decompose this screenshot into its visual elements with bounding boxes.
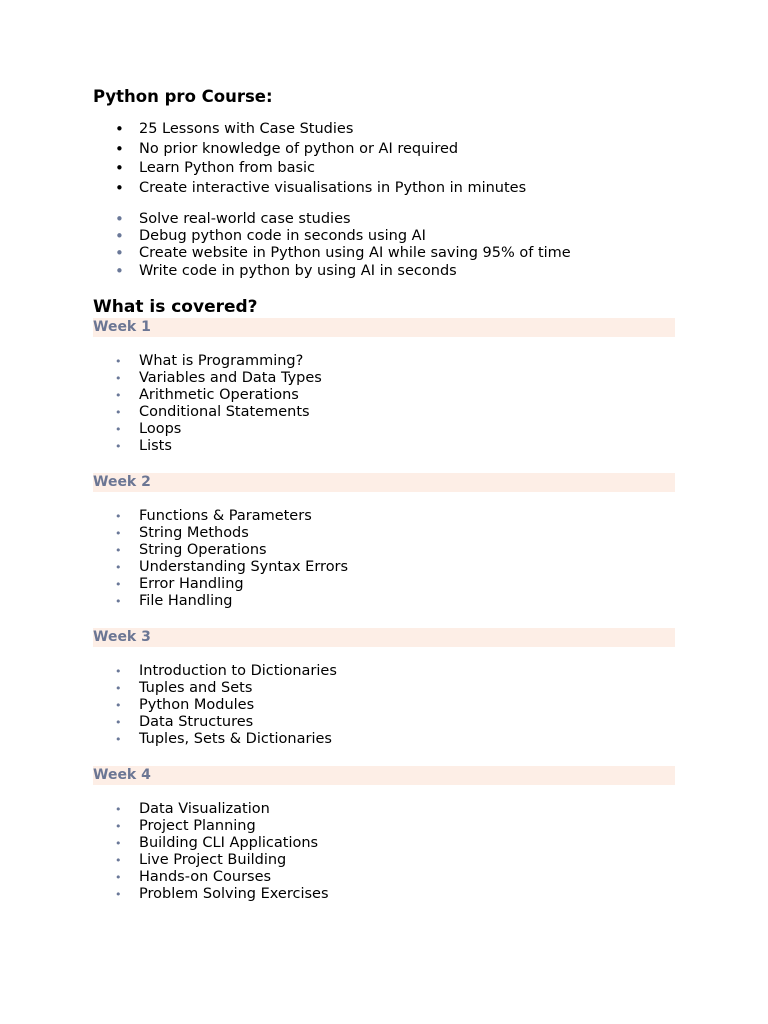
bullet-icon: • <box>115 179 124 198</box>
list-item: • Hands-on Courses <box>115 869 272 885</box>
bullet-icon: • <box>115 665 122 678</box>
list-item: • Functions & Parameters <box>115 508 312 524</box>
list-item: • Live Project Building <box>115 852 287 868</box>
list-item: • String Operations <box>115 542 267 558</box>
list-item: • Arithmetic Operations <box>115 387 299 403</box>
list-item: • Loops <box>115 421 182 437</box>
week-label: Week 4 <box>93 767 151 783</box>
bullet-icon: • <box>115 544 122 557</box>
list-item: • Debug python code in seconds using AI <box>115 227 426 246</box>
week-header-bar <box>93 318 675 337</box>
bullet-icon: • <box>115 510 122 523</box>
bullet-icon: • <box>115 888 122 901</box>
bullet-icon: • <box>115 837 122 850</box>
bullet-icon: • <box>115 244 124 263</box>
list-item: • Solve real-world case studies <box>115 210 351 228</box>
section-heading-covered: What is covered? <box>93 297 258 317</box>
bullet-icon: • <box>115 699 122 712</box>
list-item: • Create website in Python using AI while saving 95% of time <box>115 244 571 263</box>
list-item: • Python Modules <box>115 697 255 713</box>
week-header-bar <box>93 766 675 785</box>
list-item: • Lists <box>115 438 172 454</box>
list-item: • Conditional Statements <box>115 404 310 420</box>
list-item: • No prior knowledge of python or AI required <box>115 139 459 158</box>
bullet-icon: • <box>115 578 122 591</box>
course-title: Python pro Course: <box>93 87 273 106</box>
bullet-icon: • <box>115 682 122 695</box>
list-item: • 25 Lessons with Case Studies <box>115 120 354 138</box>
week-4-topics <box>93 801 675 903</box>
list-item: • File Handling <box>115 593 233 609</box>
week-1-topics <box>93 353 675 455</box>
list-item: • Learn Python from basic <box>115 159 316 178</box>
bullet-icon: • <box>115 210 124 228</box>
bullet-icon: • <box>115 159 124 178</box>
bullet-icon: • <box>115 527 122 540</box>
bullet-icon: • <box>115 561 122 574</box>
course-benefits-list <box>93 211 675 280</box>
week-header-bar <box>93 628 675 647</box>
list-item: • Create interactive visualisations in Python in minutes <box>115 179 527 198</box>
bullet-icon: • <box>115 261 124 280</box>
week-label: Week 2 <box>93 474 151 490</box>
bullet-icon: • <box>115 227 124 246</box>
bullet-icon: • <box>115 440 122 453</box>
list-item: • Error Handling <box>115 576 244 592</box>
week-3-topics <box>93 663 675 748</box>
bullet-icon: • <box>115 854 122 867</box>
bullet-icon: • <box>115 716 122 729</box>
week-2-topics <box>93 508 675 610</box>
list-item: • What is Programming? <box>115 353 304 369</box>
bullet-icon: • <box>115 372 122 385</box>
list-item: • Tuples, Sets & Dictionaries <box>115 731 332 747</box>
bullet-icon: • <box>115 389 122 402</box>
bullet-icon: • <box>115 803 122 816</box>
list-item: • Problem Solving Exercises <box>115 886 329 902</box>
bullet-icon: • <box>115 871 122 884</box>
list-item: • Data Structures <box>115 714 254 730</box>
bullet-icon: • <box>115 595 122 608</box>
bullet-icon: • <box>115 355 122 368</box>
list-item: • Tuples and Sets <box>115 680 253 696</box>
list-item: • Write code in python by using AI in seconds <box>115 261 457 280</box>
list-item: • String Methods <box>115 525 249 541</box>
bullet-icon: • <box>115 733 122 746</box>
bullet-icon: • <box>115 820 122 833</box>
week-label: Week 3 <box>93 629 151 645</box>
course-highlights-list <box>93 120 675 199</box>
list-item: • Introduction to Dictionaries <box>115 663 337 679</box>
bullet-icon: • <box>115 139 124 158</box>
list-item: • Understanding Syntax Errors <box>115 559 349 575</box>
bullet-icon: • <box>115 120 124 138</box>
bullet-icon: • <box>115 423 122 436</box>
list-item: • Project Planning <box>115 818 256 834</box>
week-header-bar <box>93 473 675 492</box>
list-item: • Building CLI Applications <box>115 835 319 851</box>
week-label: Week 1 <box>93 319 151 335</box>
list-item: • Variables and Data Types <box>115 370 322 386</box>
list-item: • Data Visualization <box>115 801 270 817</box>
bullet-icon: • <box>115 406 122 419</box>
